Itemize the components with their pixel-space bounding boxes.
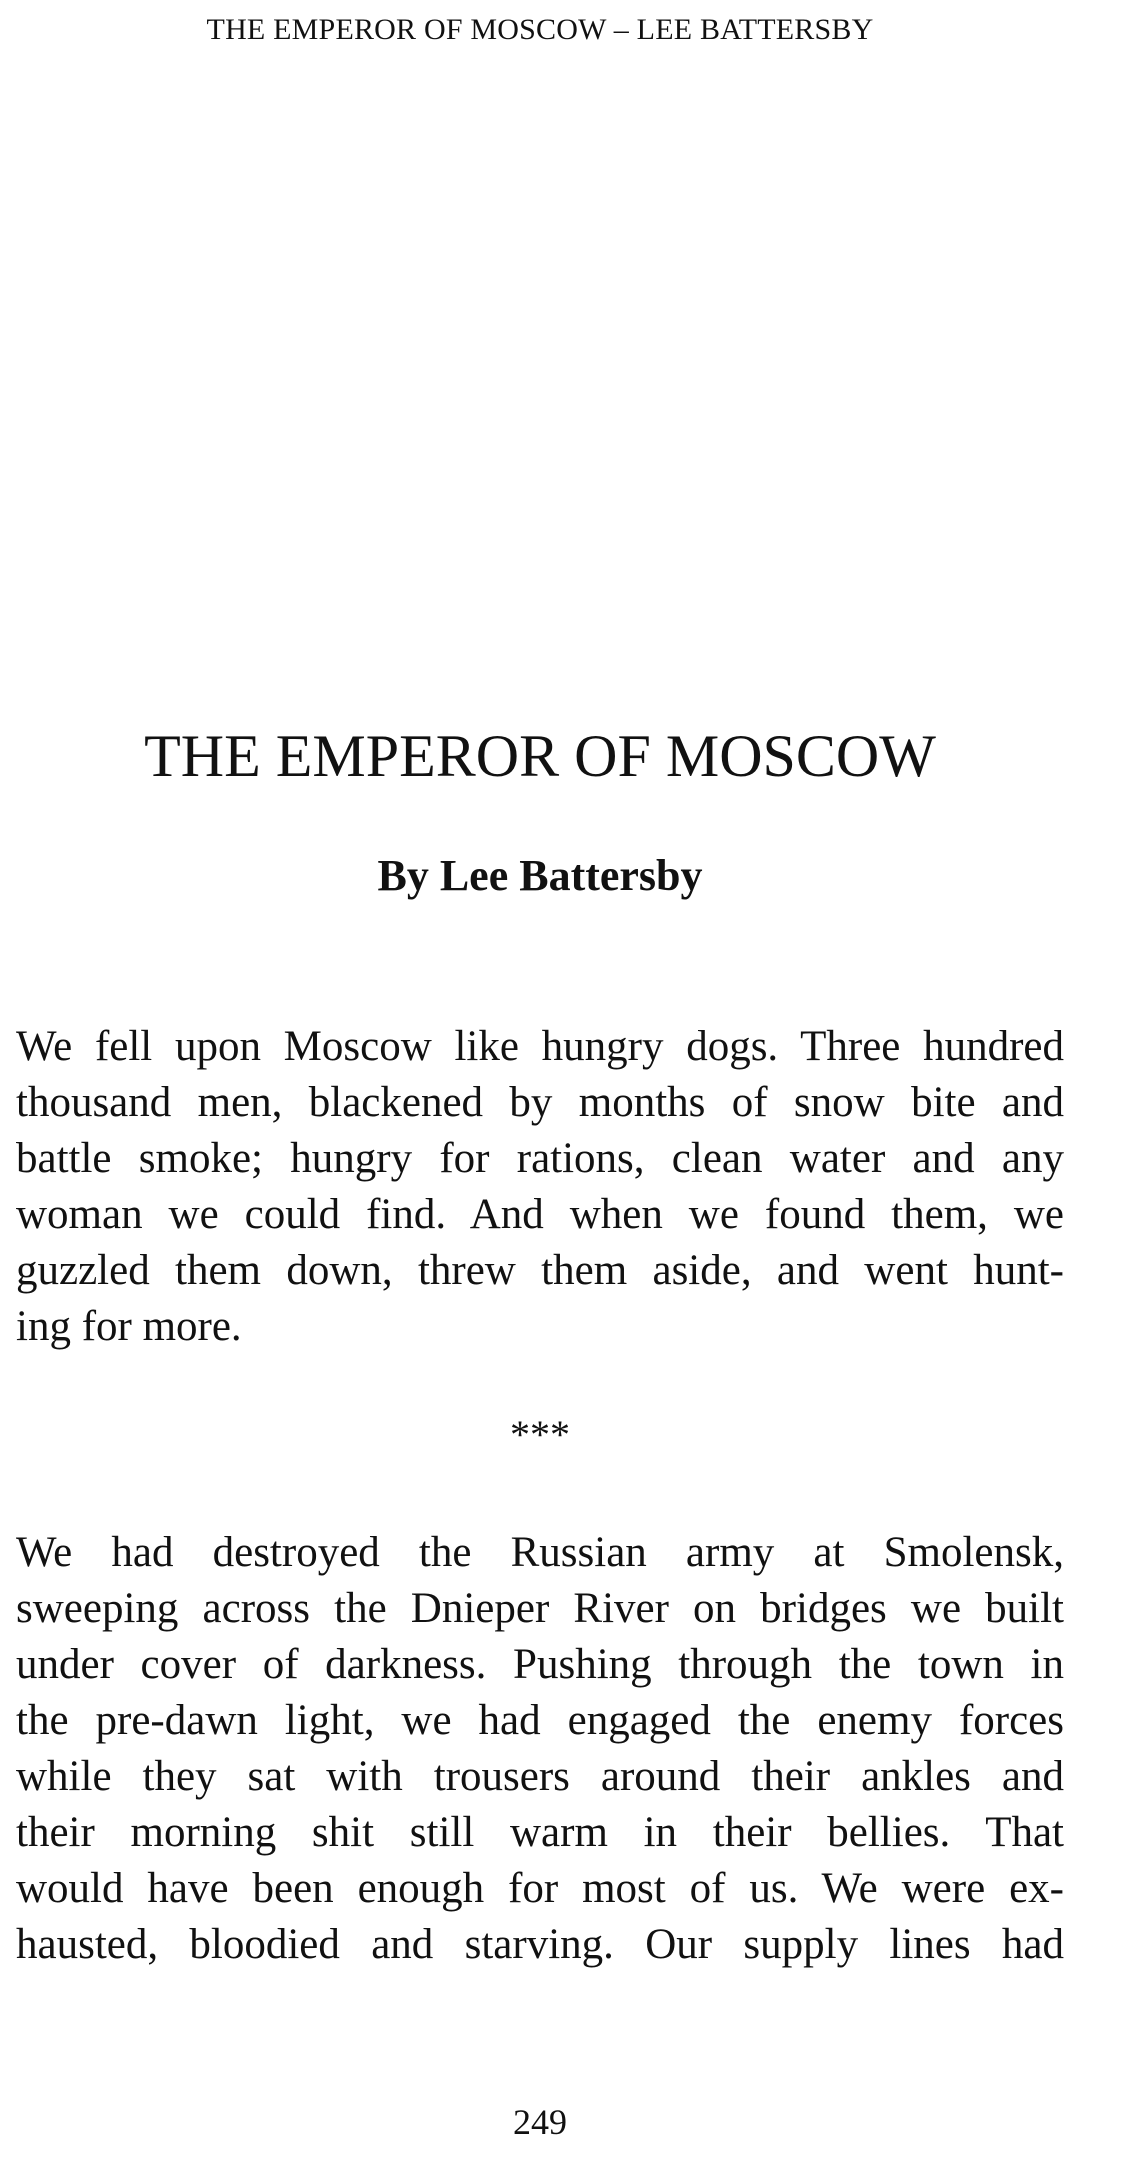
text-line: hausted, bloodied and starving. Our supply lines had [16, 1921, 1064, 1968]
paragraph-1 [16, 1019, 1064, 1355]
text-line: guzzled them down, threw them aside, and went hunt- [16, 1247, 1064, 1294]
text-line: the pre-dawn light, we had engaged the enemy forces [16, 1697, 1064, 1744]
text-line: under cover of darkness. Pushing through the town in [16, 1641, 1064, 1688]
text-line: would have been enough for most of us. We were ex- [16, 1865, 1064, 1912]
text-line: woman we could find. And when we found them, we [16, 1191, 1064, 1238]
story-title: THE EMPEROR OF MOSCOW [144, 723, 936, 789]
text-line: battle smoke; hungry for rations, clean water and any [16, 1135, 1064, 1182]
text-line: sweeping across the Dnieper River on bridges we built [16, 1585, 1064, 1632]
scene-break: *** [510, 1412, 570, 1457]
running-header: THE EMPEROR OF MOSCOW – LEE BATTERSBY [206, 13, 874, 46]
text-line: while they sat with trousers around their ankles and [16, 1753, 1064, 1800]
text-line: ing for more. [16, 1303, 242, 1350]
paragraph-2 [16, 1525, 1064, 1973]
byline: By Lee Battersby [377, 851, 703, 900]
text-line: their morning shit still warm in their bellies. That [16, 1809, 1064, 1856]
text-line: We fell upon Moscow like hungry dogs. Three hundred [16, 1023, 1064, 1070]
text-line: thousand men, blackened by months of snow bite and [16, 1079, 1064, 1126]
page-number: 249 [513, 2102, 567, 2142]
text-line: We had destroyed the Russian army at Smolensk, [16, 1529, 1064, 1576]
